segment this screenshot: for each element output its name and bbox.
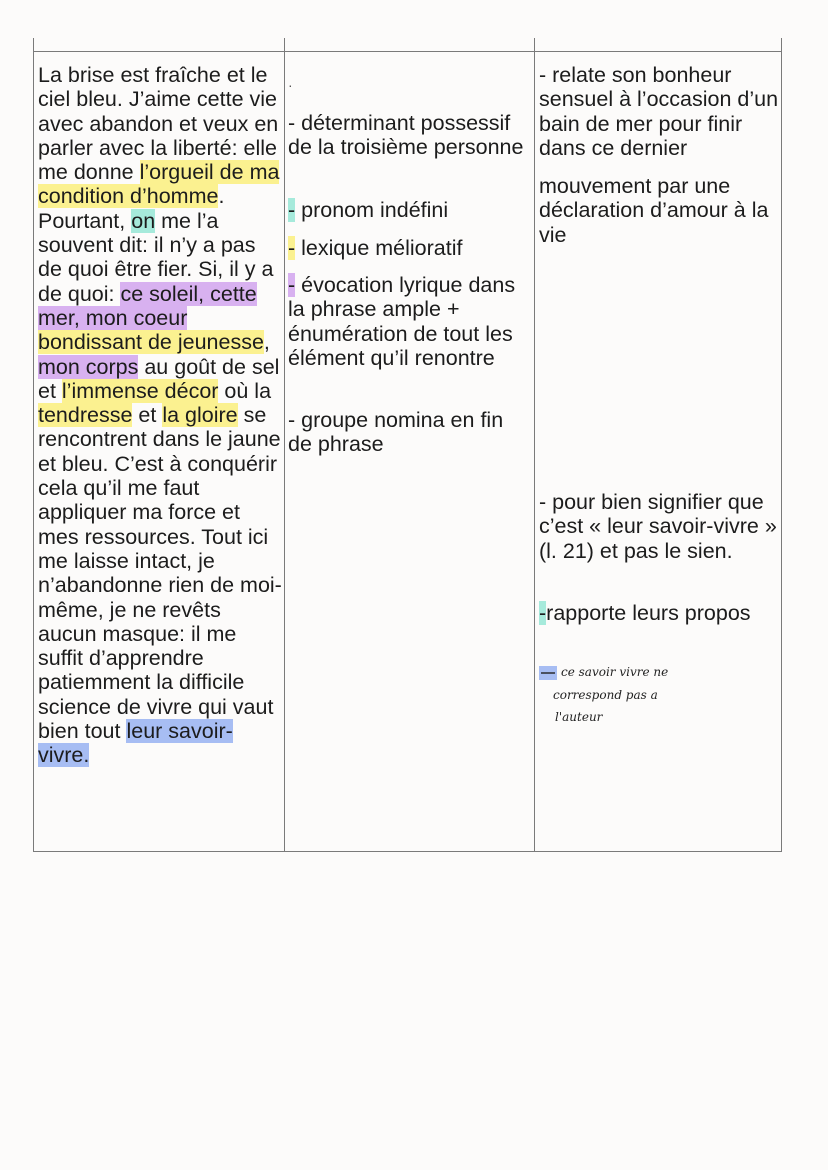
passage-text: La brise est fraîche et le ciel bleu. J’aime cette vie avec abandon et veux en parler avec la liberté: elle me donne <box>38 63 279 185</box>
item-dash: - <box>539 490 547 514</box>
item-dash: - <box>539 601 547 625</box>
highlighted-text: on <box>131 208 156 233</box>
svg-text:correspond pas a: correspond pas a <box>553 688 658 702</box>
interpretation-item <box>539 174 779 247</box>
quoted-passage <box>38 63 282 768</box>
stray-dot: · <box>288 77 293 93</box>
highlighted-text: tendresse <box>38 403 133 428</box>
device-item <box>288 111 532 160</box>
item-dash: - <box>288 236 296 260</box>
item-text: lexique mélioratif <box>295 236 463 260</box>
passage-text: et <box>132 403 163 428</box>
highlighted-text: la gloire <box>162 403 238 428</box>
highlighted-text: l’immense décor <box>61 378 219 403</box>
svg-text:l'auteur: l'auteur <box>555 710 603 724</box>
analysis-table <box>33 38 782 852</box>
item-text: pronom indéfini <box>295 198 449 222</box>
item-dash: - <box>288 198 296 222</box>
highlighted-text: bondissant de jeunesse <box>38 330 264 355</box>
device-item <box>288 198 532 222</box>
item-dash: - <box>288 408 296 432</box>
item-text: pour bien signifier que c’est « leur savoir-vivre » (l. 21) et pas le sien. <box>539 490 777 563</box>
passage-text: , <box>263 330 270 355</box>
item-text: évocation lyrique dans la phrase ample + énumération de tout les élément qu’il renontre <box>288 273 516 370</box>
passage-text: au goût de sel et <box>38 354 280 403</box>
interpretation-item <box>539 63 779 160</box>
devices-column <box>284 51 534 851</box>
interpretation-item <box>539 601 779 625</box>
item-dash: - <box>539 63 547 87</box>
device-item <box>288 236 532 260</box>
item-text: groupe nomina en fin de phrase <box>288 408 504 457</box>
highlighted-text: leur savoir-vivre. <box>38 719 233 768</box>
item-dash: - <box>288 273 296 297</box>
highlighted-text: l’orgueil de ma condition d’homme <box>38 160 280 209</box>
passage-text: où la <box>218 378 272 403</box>
highlighted-text: mon corps <box>38 354 139 379</box>
item-text: déterminant possessif de la troisième personne <box>288 111 524 160</box>
item-dash: - <box>288 111 296 135</box>
svg-text:ce savoir vivre ne: ce savoir vivre ne <box>561 665 669 679</box>
passage-text: me l’a souvent dit: il n’y a pas de quoi être fier. Si, il y a de quoi: <box>38 208 274 306</box>
text-column <box>34 51 284 851</box>
item-text: relate son bonheur sensuel à l’occasion d’un bain de mer pour finir dans ce dernier <box>539 63 779 160</box>
item-text: rapporte leurs propos <box>546 601 751 625</box>
interpretation-column <box>534 51 783 851</box>
item-text: mouvement par une déclaration d’amour à la vie <box>539 174 769 247</box>
device-item <box>288 273 532 370</box>
handwritten-note-drawing <box>539 663 739 733</box>
interpretation-item <box>539 490 779 563</box>
passage-text: se rencontrent dans le jaune et bleu. C’est à conquérir cela qu’il me faut appliquer ma force et mes ressources. Tout ici me laisse intact, je n’abandonne rien de moi-même, je ne revêts aucun masque: il me suffit d’apprendre patiemment la difficile science de vivre qui vaut bien tout <box>38 403 282 744</box>
passage-text: . Pourtant, <box>38 184 225 233</box>
handwritten-note <box>539 663 739 733</box>
device-item <box>288 408 532 457</box>
highlighted-text: ce soleil, cette mer, mon coeur <box>38 281 257 330</box>
